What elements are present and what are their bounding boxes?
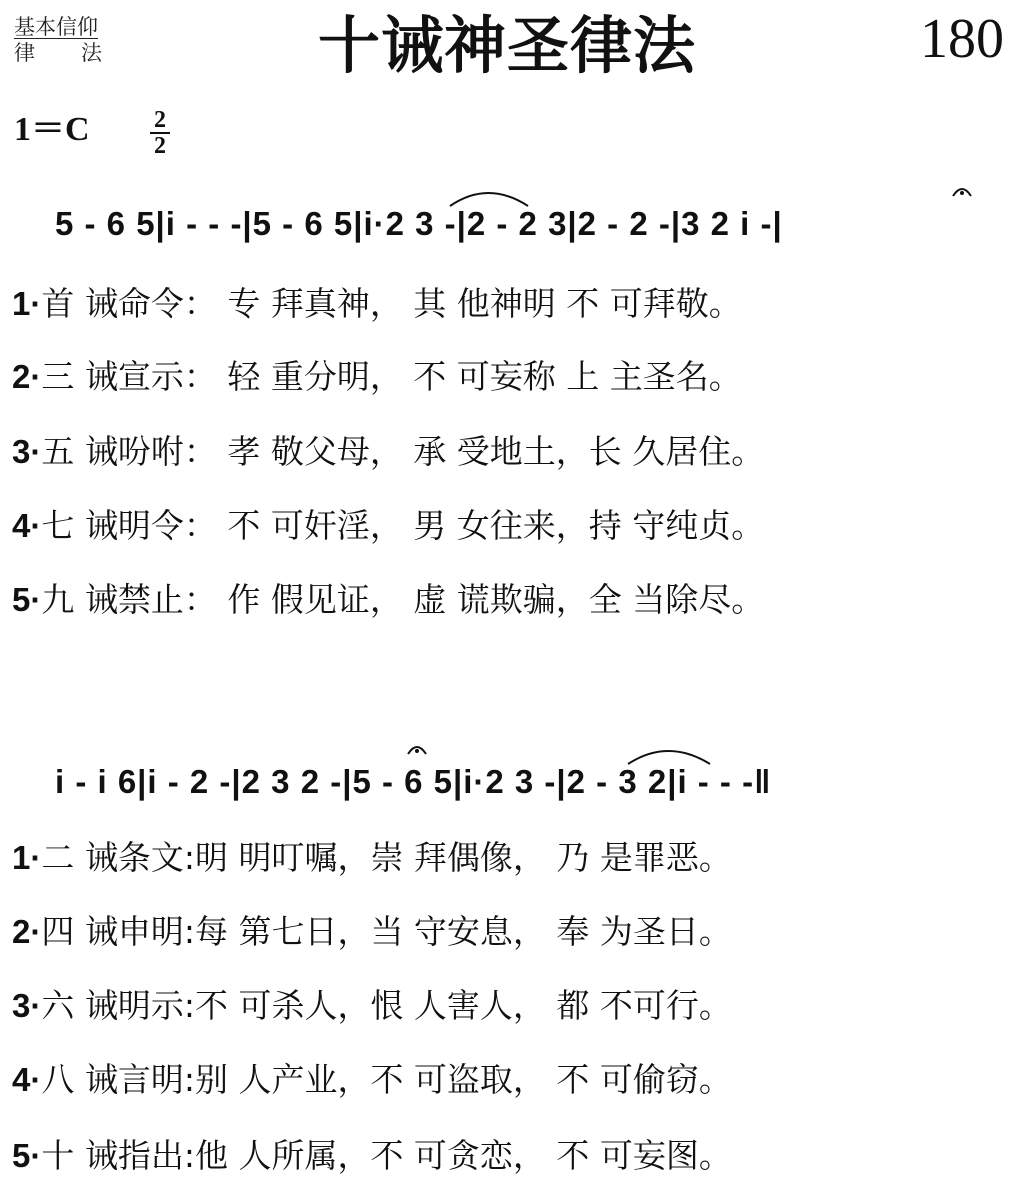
verse-number: 3· bbox=[12, 433, 42, 470]
hymn-number: 180 bbox=[920, 8, 1004, 70]
subcategory-char-2: 法 bbox=[81, 41, 102, 65]
lyric-text: 首 诫命令： 专 拜真神， 其 他神明 不 可拜敬。 bbox=[41, 284, 742, 323]
verse-number: 2· bbox=[12, 358, 42, 395]
lyric-text: 四 诫申明:每 第七日，当 守安息， 奉 为圣日。 bbox=[41, 912, 732, 951]
verse-number: 1· bbox=[12, 839, 42, 876]
lyric-text: 五 诫吩咐： 孝 敬父母， 承 受地土，长 久居住。 bbox=[41, 432, 765, 471]
hymn-title: 十诫神圣律法 bbox=[318, 9, 697, 82]
lyric-text: 三 诫宣示： 轻 重分明， 不 可妄称 上 主圣名。 bbox=[41, 357, 742, 396]
verse-number: 3· bbox=[12, 987, 42, 1024]
fermata-dot bbox=[960, 191, 964, 195]
key-signature: 1＝C bbox=[14, 111, 90, 148]
time-numerator: 2 bbox=[154, 107, 166, 133]
subcategory-char-1: 律 bbox=[14, 41, 35, 65]
fermata-dot bbox=[415, 749, 419, 753]
lyric-text: 九 诫禁止： 作 假见证， 虚 谎欺骗，全 当除尽。 bbox=[41, 580, 765, 619]
verse-number: 4· bbox=[12, 507, 42, 544]
verse-number: 5· bbox=[12, 581, 42, 618]
lyric-text: 六 诫明示:不 可杀人，恨 人害人， 都 不可行。 bbox=[41, 986, 732, 1025]
slur-mark bbox=[628, 751, 710, 764]
notation-line-1: 5 - 6 5|i - - -|5 - 6 5|i·2 3 -|2 - 2 3|2 - 2 -|3 2 i -| bbox=[55, 205, 783, 242]
verse-number: 4· bbox=[12, 1061, 42, 1098]
notation-line-2: i - i 6|i - 2 -|2 3 2 -|5 - 6 5|i·2 3 -|2 - 3 2|i - - -‖ bbox=[55, 763, 772, 800]
verse-number: 5· bbox=[12, 1137, 42, 1174]
lyric-text: 十 诫指出:他 人所属，不 可贪恋， 不 可妄图。 bbox=[41, 1136, 732, 1175]
slur-mark bbox=[450, 193, 528, 206]
lyric-text: 八 诫言明:别 人产业，不 可盗取， 不 可偷窃。 bbox=[41, 1060, 732, 1099]
time-denominator: 2 bbox=[150, 132, 170, 158]
lyric-text: 二 诫条文:明 明叮嘱，崇 拜偶像， 乃 是罪恶。 bbox=[41, 838, 732, 877]
lyric-text: 七 诫明令： 不 可奸淫， 男 女往来，持 守纯贞。 bbox=[41, 506, 765, 545]
verse-number: 2· bbox=[12, 913, 42, 950]
category-label: 基本信仰 bbox=[14, 15, 98, 39]
verse-number: 1· bbox=[12, 285, 42, 322]
